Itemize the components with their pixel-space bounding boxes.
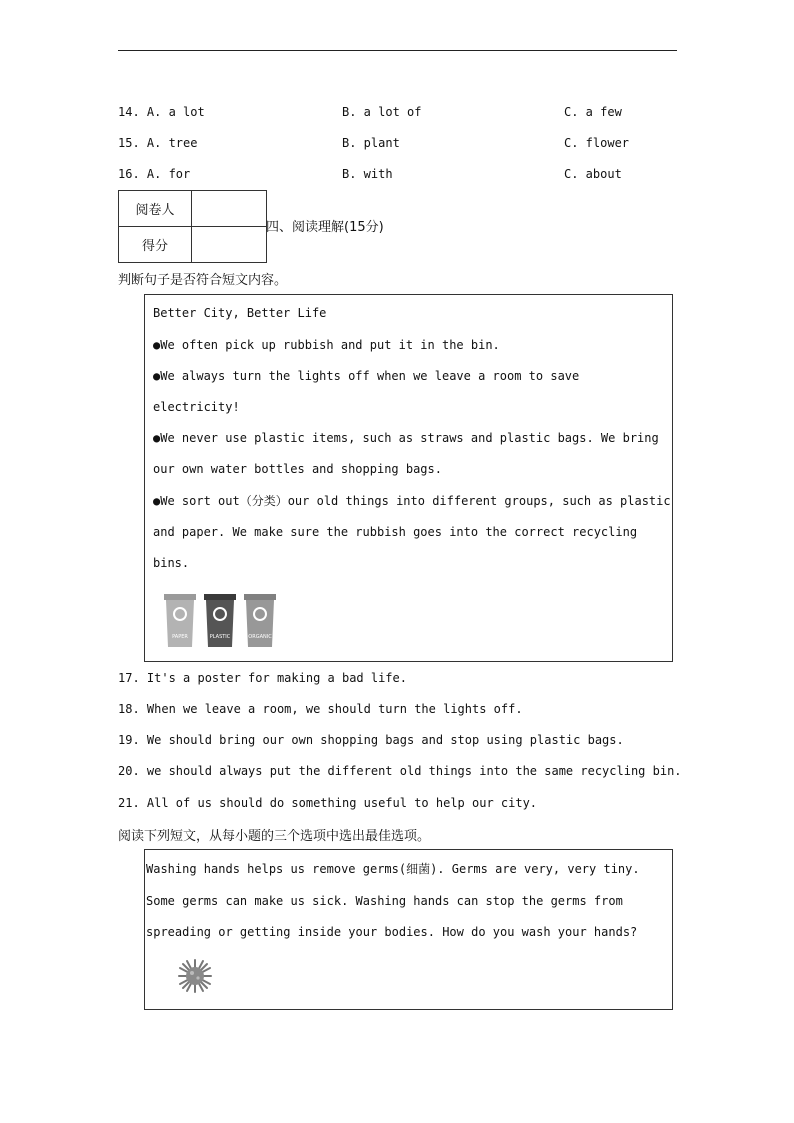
svg-text:PAPER: PAPER — [172, 634, 188, 640]
instruction-true-false: 判断句子是否符合短文内容。 — [118, 273, 288, 288]
recycle-bin-paper-icon — [163, 592, 197, 648]
statement-18: 18. When we leave a room, we should turn the lights off. — [118, 702, 523, 716]
option-16-c: C. about — [564, 167, 622, 181]
statement-17: 17. It's a poster for making a bad life. — [118, 671, 407, 685]
option-14-b: B. a lot of — [342, 105, 422, 119]
svg-text:PLASTIC: PLASTIC — [209, 634, 231, 640]
option-14-c: C. a few — [564, 105, 622, 119]
passage2-line: Washing hands helps us remove germs(细菌). Germs are very, very tiny. — [146, 862, 640, 876]
option-15-a: 15. A. tree — [118, 136, 198, 150]
passage1-line: ●We never use plastic items, such as straws and plastic bags. We bring — [153, 431, 659, 445]
option-16-a: 16. A. for — [118, 167, 191, 181]
germ-icon — [177, 958, 213, 994]
top-rule — [118, 50, 677, 51]
reviewer-cell — [192, 191, 267, 227]
score-table — [118, 190, 267, 263]
passage1-title: Better City, Better Life — [153, 306, 327, 320]
passage1-line: our own water bottles and shopping bags. — [153, 462, 442, 476]
passage1-line: ●We always turn the lights off when we leave a room to save — [153, 369, 580, 383]
passage2-line: spreading or getting inside your bodies. How do you wash your hands? — [146, 925, 638, 939]
recycle-bin-organic-icon — [243, 592, 277, 648]
passage1-line: ●We often pick up rubbish and put it in the bin. — [153, 338, 500, 352]
statement-19: 19. We should bring our own shopping bags and stop using plastic bags. — [118, 733, 624, 747]
score-label: 得分 — [119, 227, 192, 263]
passage2-line: Some germs can make us sick. Washing hands can stop the germs from — [146, 894, 623, 908]
option-15-c: C. flower — [564, 136, 630, 150]
score-cell — [192, 227, 267, 263]
passage1-line: electricity! — [153, 400, 240, 414]
recycle-bin-plastic-icon — [203, 592, 237, 648]
option-14-a: 14. A. a lot — [118, 105, 205, 119]
instruction-multiple-choice: 阅读下列短文，从每小题的三个选项中选出最佳选项。 — [118, 829, 431, 844]
passage1-line: and paper. We make sure the rubbish goes into the correct recycling — [153, 525, 638, 539]
statement-20: 20. we should always put the different old things into the same recycling bin. — [118, 764, 682, 778]
passage1-line: ●We sort out（分类）our old things into different groups, such as plastic — [153, 494, 671, 508]
statement-21: 21. All of us should do something useful to help our city. — [118, 796, 538, 810]
option-15-b: B. plant — [342, 136, 400, 150]
section-title: 四、阅读理解(15分) — [266, 220, 384, 235]
passage1-line: bins. — [153, 556, 190, 570]
option-16-b: B. with — [342, 167, 393, 181]
reviewer-label: 阅卷人 — [119, 191, 192, 227]
svg-text:ORGANIC: ORGANIC — [248, 634, 272, 640]
